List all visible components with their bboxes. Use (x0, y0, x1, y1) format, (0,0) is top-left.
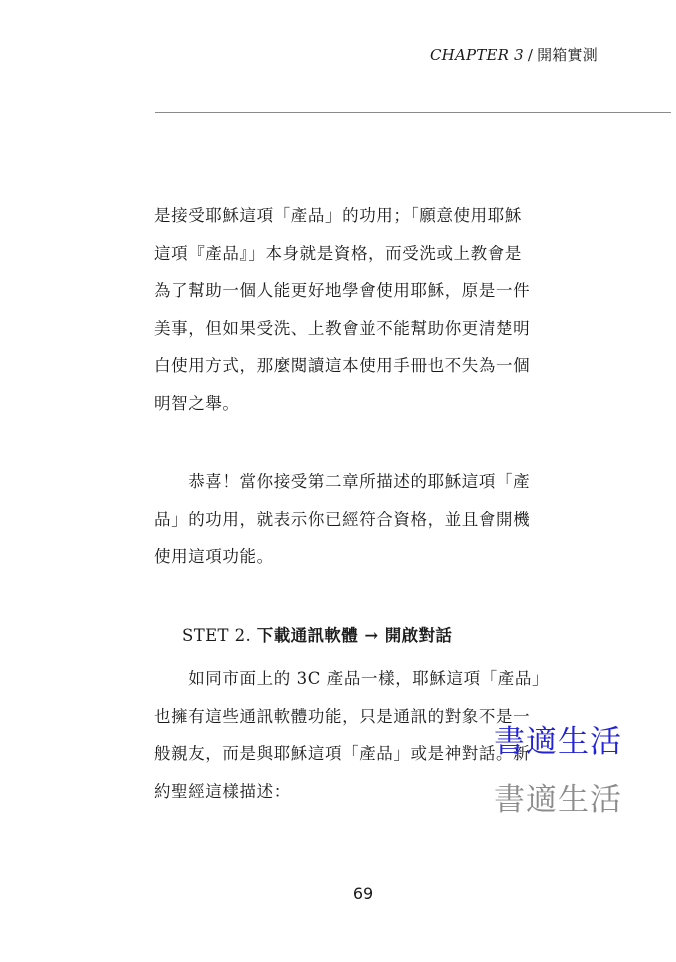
text-line: 約聖經這樣描述： (154, 781, 291, 801)
text-line: 品」的功用，就表示你已經符合資格，並且會開機 (154, 509, 531, 529)
watermark-primary: 書適生活 (494, 724, 622, 760)
text-line: 如同市面上的 3C 產品一樣，耶穌這項「產品」 (154, 669, 550, 688)
running-header (430, 44, 598, 65)
text-line: 美事，但如果受洗、上教會並不能幫助你更清楚明 (154, 318, 531, 338)
text-line: 使用這項功能。 (154, 547, 274, 566)
page-number: 69 (352, 884, 374, 903)
chapter-title: 開箱實測 (537, 46, 598, 64)
section-heading-prefix: STET 2. (182, 626, 257, 645)
text-line: 恭喜！當你接受第二章所描述的耶穌這項「產 (154, 472, 531, 491)
text-line: 也擁有這些通訊軟體功能，只是通訊的對象不是一 (154, 706, 531, 726)
section-heading-text: 下載通訊軟體 → 開啟對話 (256, 626, 453, 645)
header-separator: / (527, 46, 534, 64)
text-line: 般親友，而是與耶穌這項「產品」或是神對話。新 (154, 744, 531, 763)
body-paragraph-2 (154, 463, 578, 576)
section-heading (182, 622, 452, 646)
text-line: 為了幫助一個人能更好地學會使用耶穌，原是一件 (154, 281, 531, 300)
body-paragraph-1 (154, 197, 578, 422)
text-line: 明智之舉。 (154, 393, 240, 413)
text-line: 這項『產品』」本身就是資格，而受洗或上教會是 (154, 243, 522, 263)
chapter-label: CHAPTER 3 (430, 46, 524, 64)
watermark-secondary: 書適生活 (494, 782, 622, 818)
header-rule (155, 112, 671, 113)
text-line: 白使用方式，那麼閱讀這本使用手冊也不失為一個 (154, 356, 531, 375)
text-line: 是接受耶穌這項「產品」的功用；「願意使用耶穌 (154, 206, 522, 225)
